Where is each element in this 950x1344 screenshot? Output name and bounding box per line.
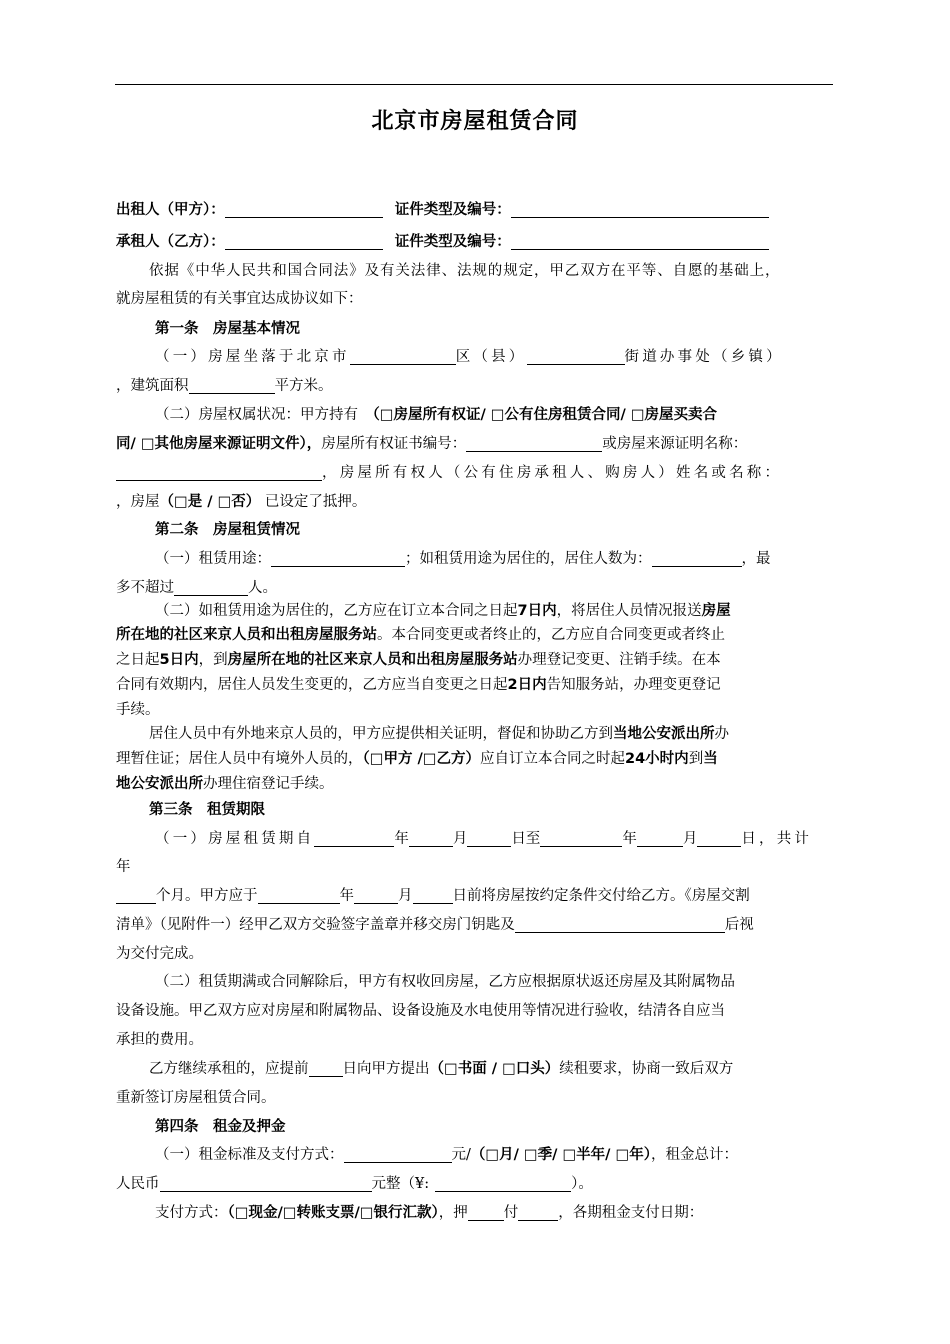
delivery-year-blank[interactable] bbox=[258, 885, 340, 904]
article-1-line-3: （二）房屋权属状况：甲方持有 （□房屋所有权证/ □公有住房租赁合同/ □房屋买卖合 bbox=[155, 407, 718, 423]
end-year-blank[interactable] bbox=[540, 828, 622, 847]
article-2-line-9: 理暂住证；居住人员中有境外人员的，（□甲方 /□乙方）应自订立本合同之时起24小时内到当 bbox=[116, 751, 718, 767]
article-1-line-2: ，建筑面积 平方米。 bbox=[116, 373, 836, 399]
delivery-month-blank[interactable] bbox=[354, 885, 398, 904]
article-3-line-10: 重新签订房屋租赁合同。 bbox=[116, 1090, 276, 1106]
article-4-line-2: 人民币 元整（¥: ）。 bbox=[116, 1171, 836, 1197]
article-2-line-6: 合同有效期内，居住人员发生变更的，乙方应当自变更之日起2日内告知服务站，办理变更登记 bbox=[116, 677, 721, 693]
article-3-line-2: 年 bbox=[116, 859, 131, 875]
start-day-blank[interactable] bbox=[467, 828, 511, 847]
lessee-id-label: 证件类型及编号： bbox=[394, 234, 511, 250]
lessor-id-label: 证件类型及编号： bbox=[394, 202, 511, 218]
article-3-heading: 第三条 租赁期限 bbox=[149, 802, 265, 818]
lessor-name-blank[interactable] bbox=[225, 199, 383, 218]
article-1-line-4: 同/ □其他房屋来源证明文件），房屋所有权证书编号： 或房屋来源证明名称： bbox=[116, 431, 836, 457]
page-title: 北京市房屋租赁合同 bbox=[371, 109, 579, 134]
article-3-line-5: 为交付完成。 bbox=[116, 946, 203, 962]
article-1-line-6: ，房屋（□是 / □否） 已设定了抵押。 bbox=[116, 494, 367, 510]
pay-months-blank[interactable] bbox=[518, 1202, 558, 1221]
lessee-label: 承租人（乙方）： bbox=[116, 234, 225, 250]
usage-blank[interactable] bbox=[271, 548, 405, 567]
rent-total-number-blank[interactable] bbox=[435, 1173, 571, 1192]
article-3-line-7: 设备设施。甲乙双方应对房屋和附属物品、设备设施及水电使用等情况进行验收，结清各自应当 bbox=[116, 1003, 725, 1019]
article-3-line-6: （二）租赁期满或合同解除后，甲方有权收回房屋，乙方应根据原状返还房屋及其附属物品 bbox=[155, 974, 735, 990]
district-blank[interactable] bbox=[350, 346, 456, 365]
rent-amount-blank[interactable] bbox=[344, 1144, 452, 1163]
article-3-line-8: 承担的费用。 bbox=[116, 1032, 203, 1048]
article-4-line-1: （一）租金标准及支付方式： 元/（□月/ □季/ □半年/ □年），租金总计： bbox=[116, 1142, 875, 1168]
article-4-line-3: 支付方式：（□现金/□转账支票/□银行汇款），押 付 ，各期租金支付日期： bbox=[116, 1200, 875, 1226]
article-3-line-3: 个月。甲方应于 年 月 日前将房屋按约定条件交付给乙方。《房屋交割 bbox=[116, 883, 836, 909]
lessor-row bbox=[116, 197, 836, 223]
article-2-line-2: 多不超过 人。 bbox=[116, 575, 836, 601]
delivery-day-blank[interactable] bbox=[413, 885, 453, 904]
street-blank[interactable] bbox=[527, 346, 625, 365]
article-2-line-10: 地公安派出所办理住宿登记手续。 bbox=[116, 776, 334, 792]
article-2-line-1: （一）租赁用途： ；如租赁用途为居住的，居住人数为： ，最 bbox=[116, 546, 875, 572]
article-2-line-7: 手续。 bbox=[116, 702, 160, 718]
end-day-blank[interactable] bbox=[697, 828, 741, 847]
lessor-label: 出租人（甲方）： bbox=[116, 202, 225, 218]
intro-line-1: 依据《中华人民共和国合同法》及有关法律、法规的规定，甲乙双方在平等、自愿的基础上， bbox=[149, 263, 781, 279]
certificate-number-blank[interactable] bbox=[466, 433, 602, 452]
article-1-heading: 第一条 房屋基本情况 bbox=[155, 321, 300, 337]
deposit-months-blank[interactable] bbox=[468, 1202, 504, 1221]
renewal-days-blank[interactable] bbox=[309, 1058, 343, 1077]
lessee-name-blank[interactable] bbox=[225, 231, 383, 250]
source-name-blank[interactable] bbox=[116, 462, 322, 481]
start-year-blank[interactable] bbox=[314, 828, 394, 847]
article-2-line-5: 之日起5日内，到房屋所在地的社区来京人员和出租房屋服务站办理登记变更、注销手续。在本 bbox=[116, 652, 721, 668]
article-1-line-5: ，房屋所有权人（公有住房承租人、购房人）姓名或名称： bbox=[116, 460, 836, 486]
term-months-blank[interactable] bbox=[116, 885, 156, 904]
lessor-id-blank[interactable] bbox=[511, 199, 769, 218]
article-2-line-8: 居住人员中有外地来京人员的，甲方应提供相关证明，督促和协助乙方到当地公安派出所办 bbox=[149, 726, 729, 742]
lessee-id-blank[interactable] bbox=[511, 231, 769, 250]
start-month-blank[interactable] bbox=[409, 828, 453, 847]
area-blank[interactable] bbox=[189, 375, 275, 394]
article-1-line-1: （一）房屋坐落于北京市 区（县） 街道办事处（乡镇） bbox=[116, 344, 875, 370]
rent-total-words-blank[interactable] bbox=[160, 1173, 372, 1192]
max-occupants-blank[interactable] bbox=[174, 577, 248, 596]
handover-items-blank[interactable] bbox=[515, 914, 725, 933]
article-3-line-4: 清单》（见附件一）经甲乙双方交验签字盖章并移交房门钥匙及 后视 bbox=[116, 912, 836, 938]
article-3-line-1: （一）房屋租赁期自 年 月 日至 年 月 日，共计 bbox=[116, 826, 875, 852]
article-3-line-9: 乙方继续承租的，应提前 日向甲方提出（□书面 / □口头）续租要求，协商一致后双方 bbox=[116, 1056, 869, 1082]
intro-line-2: 就房屋租赁的有关事宜达成协议如下： bbox=[116, 291, 363, 307]
occupant-count-blank[interactable] bbox=[652, 548, 742, 567]
lessee-row bbox=[116, 229, 836, 255]
header-rule bbox=[115, 84, 833, 85]
end-month-blank[interactable] bbox=[637, 828, 683, 847]
article-4-heading: 第四条 租金及押金 bbox=[155, 1119, 286, 1135]
article-2-heading: 第二条 房屋租赁情况 bbox=[155, 522, 300, 538]
article-2-line-4: 所在地的社区来京人员和出租房屋服务站。本合同变更或者终止的，乙方应自合同变更或者终止 bbox=[116, 627, 725, 643]
article-2-line-3: （二）如租赁用途为居住的，乙方应在订立本合同之日起7日内，将居住人员情况报送房屋 bbox=[155, 603, 731, 619]
